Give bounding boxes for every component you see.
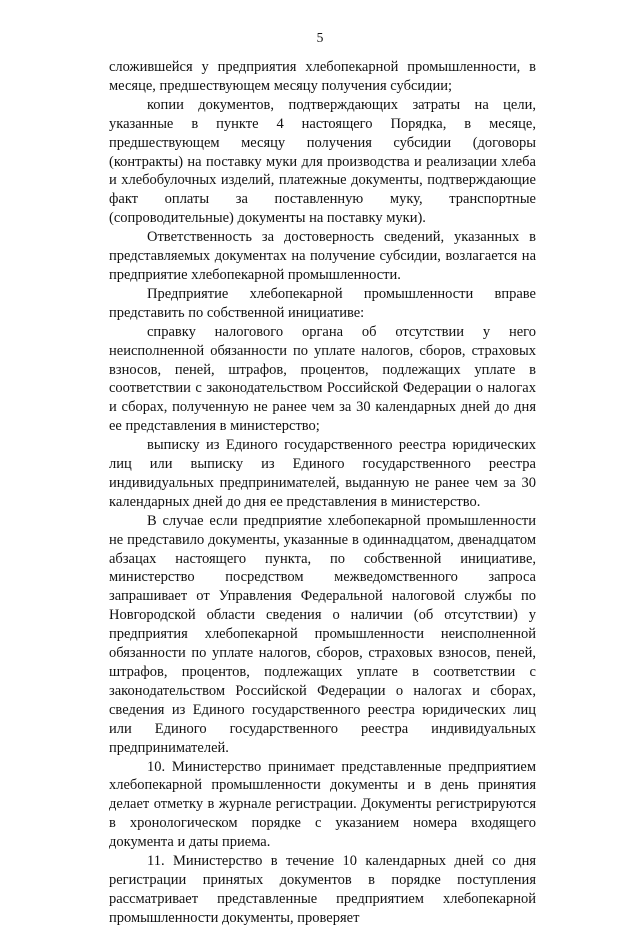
paragraph-item-11: 11. Министерство в течение 10 календарных дней со дня регистрации принятых документов в порядке поступления рассматривает представленные предприятием хлебопекарной промышленности документы, проверяет: [109, 853, 536, 926]
paragraph-own-initiative: Предприятие хлебопекарной промышленности вправе представить по собственной инициативе:: [109, 285, 536, 321]
paragraph-document-copies: копии документов, подтверждающих затраты на цели, указанные в пункте 4 настоящего Порядка, в месяце, предшествующем месяцу получения субсидии (договоры (контракты) на поставку муки для производства и реализации хлеба и хлебобулочных изделий, платежные документы, подтверждающие факт оплаты за поставленную муку, транспортные (сопроводительные) документы на поставку муки).: [109, 96, 536, 227]
paragraph-continuation: сложившейся у предприятия хлебопекарной промышленности, в месяце, предшествующем месяцу получения субсидии;: [109, 59, 536, 94]
paragraph-item-10: 10. Министерство принимает представленные предприятием хлебопекарной промышленности документы и в день принятия делает отметку в журнале регистрации. Документы регистрируются в хронологическом порядке с указанием номера входящего документа и даты приема.: [109, 758, 536, 851]
page-number: 5: [316, 30, 324, 45]
paragraph-tax-certificate: справку налогового органа об отсутствии у него неисполненной обязанности по уплате налогов, сборов, страховых взносов, пеней, штрафов, процентов, подлежащих уплате в соответствии с законодательством Российской Федерации о налогах и сборах, полученную не ранее чем за 30 календарных дней до дня ее представления в министерство;: [109, 323, 536, 435]
paragraph-registry-extract: выписку из Единого государственного реестра юридических лиц или выписку из Единого государственного реестра индивидуальных предпринимателей, выданную не ранее чем за 30 календарных дней до дня ее представления в министерство.: [109, 437, 536, 510]
paragraph-responsibility: Ответственность за достоверность сведений, указанных в представляемых документах на получение субсидии, возлагается на предприятие хлебопекарной промышленности.: [109, 229, 536, 283]
document-body: [109, 58, 536, 928]
paragraph-interagency-request: В случае если предприятие хлебопекарной промышленности не представило документы, указанные в одиннадцатом, двенадцатом абзацах настоящего пункта, по собственной инициативе, министерство посредством межведомственного запроса запрашивает от Управления Федеральной налоговой службы по Новгородской области сведения о наличии (об отсутствии) у предприятия хлебопекарной промышленности неисполненной обязанности по уплате налогов, сборов, страховых взносов, пеней, штрафов, процентов, подлежащих уплате в соответствии с законодательством Российской Федерации о налогах и сборах, сведения из Единого государственного реестра юридических лиц или Единого государственного реестра индивидуальных предпринимателей.: [109, 512, 536, 756]
